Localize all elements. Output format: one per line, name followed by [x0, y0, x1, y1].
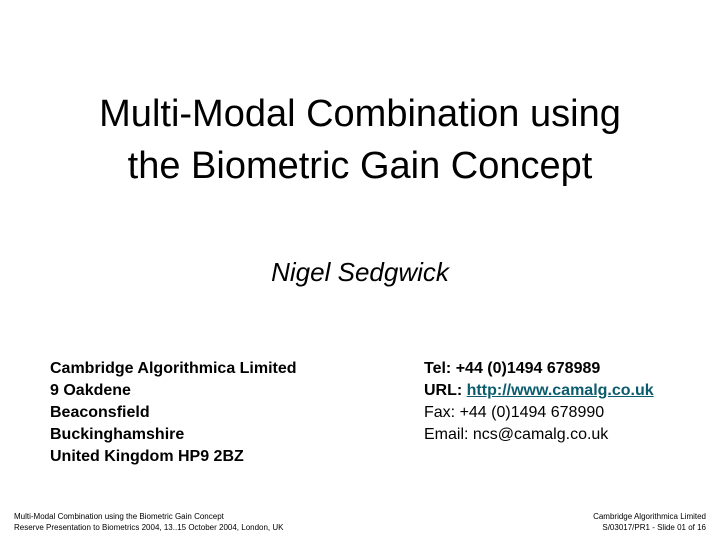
footer-slide-number: S/03017/PR1 - Slide 01 of 16 — [602, 523, 706, 532]
footer-left — [14, 511, 284, 533]
contact-details — [424, 358, 654, 446]
address-county: Buckinghamshire — [50, 426, 185, 443]
title-line-2: the Biometric Gain Concept — [127, 145, 593, 187]
title-line-1: Multi-Modal Combination using — [99, 93, 621, 135]
footer-presentation-title: Multi-Modal Combination using the Biometric Gain Concept — [14, 512, 224, 521]
website-link[interactable]: http://www.camalg.co.uk — [466, 382, 654, 399]
footer-company: Cambridge Algorithmica Limited — [593, 512, 706, 521]
contact-url-row — [424, 380, 654, 402]
address-country-postcode: United Kingdom HP9 2BZ — [50, 448, 244, 465]
contact-tel: Tel: +44 (0)1494 678989 — [424, 360, 601, 377]
slide-title — [0, 88, 720, 192]
footer-event: Reserve Presentation to Biometrics 2004, 13..15 October 2004, London, UK — [14, 523, 284, 532]
address-street: 9 Oakdene — [50, 382, 131, 399]
footer-right — [593, 511, 706, 533]
contact-fax: Fax: +44 (0)1494 678990 — [424, 404, 605, 421]
author-name: Nigel Sedgwick — [271, 257, 449, 287]
contact-email: Email: ncs@camalg.co.uk — [424, 426, 609, 443]
address-town: Beaconsfield — [50, 404, 150, 421]
postal-address — [50, 358, 297, 468]
address-company: Cambridge Algorithmica Limited — [50, 360, 297, 377]
contact-url-label: URL: — [424, 382, 467, 399]
